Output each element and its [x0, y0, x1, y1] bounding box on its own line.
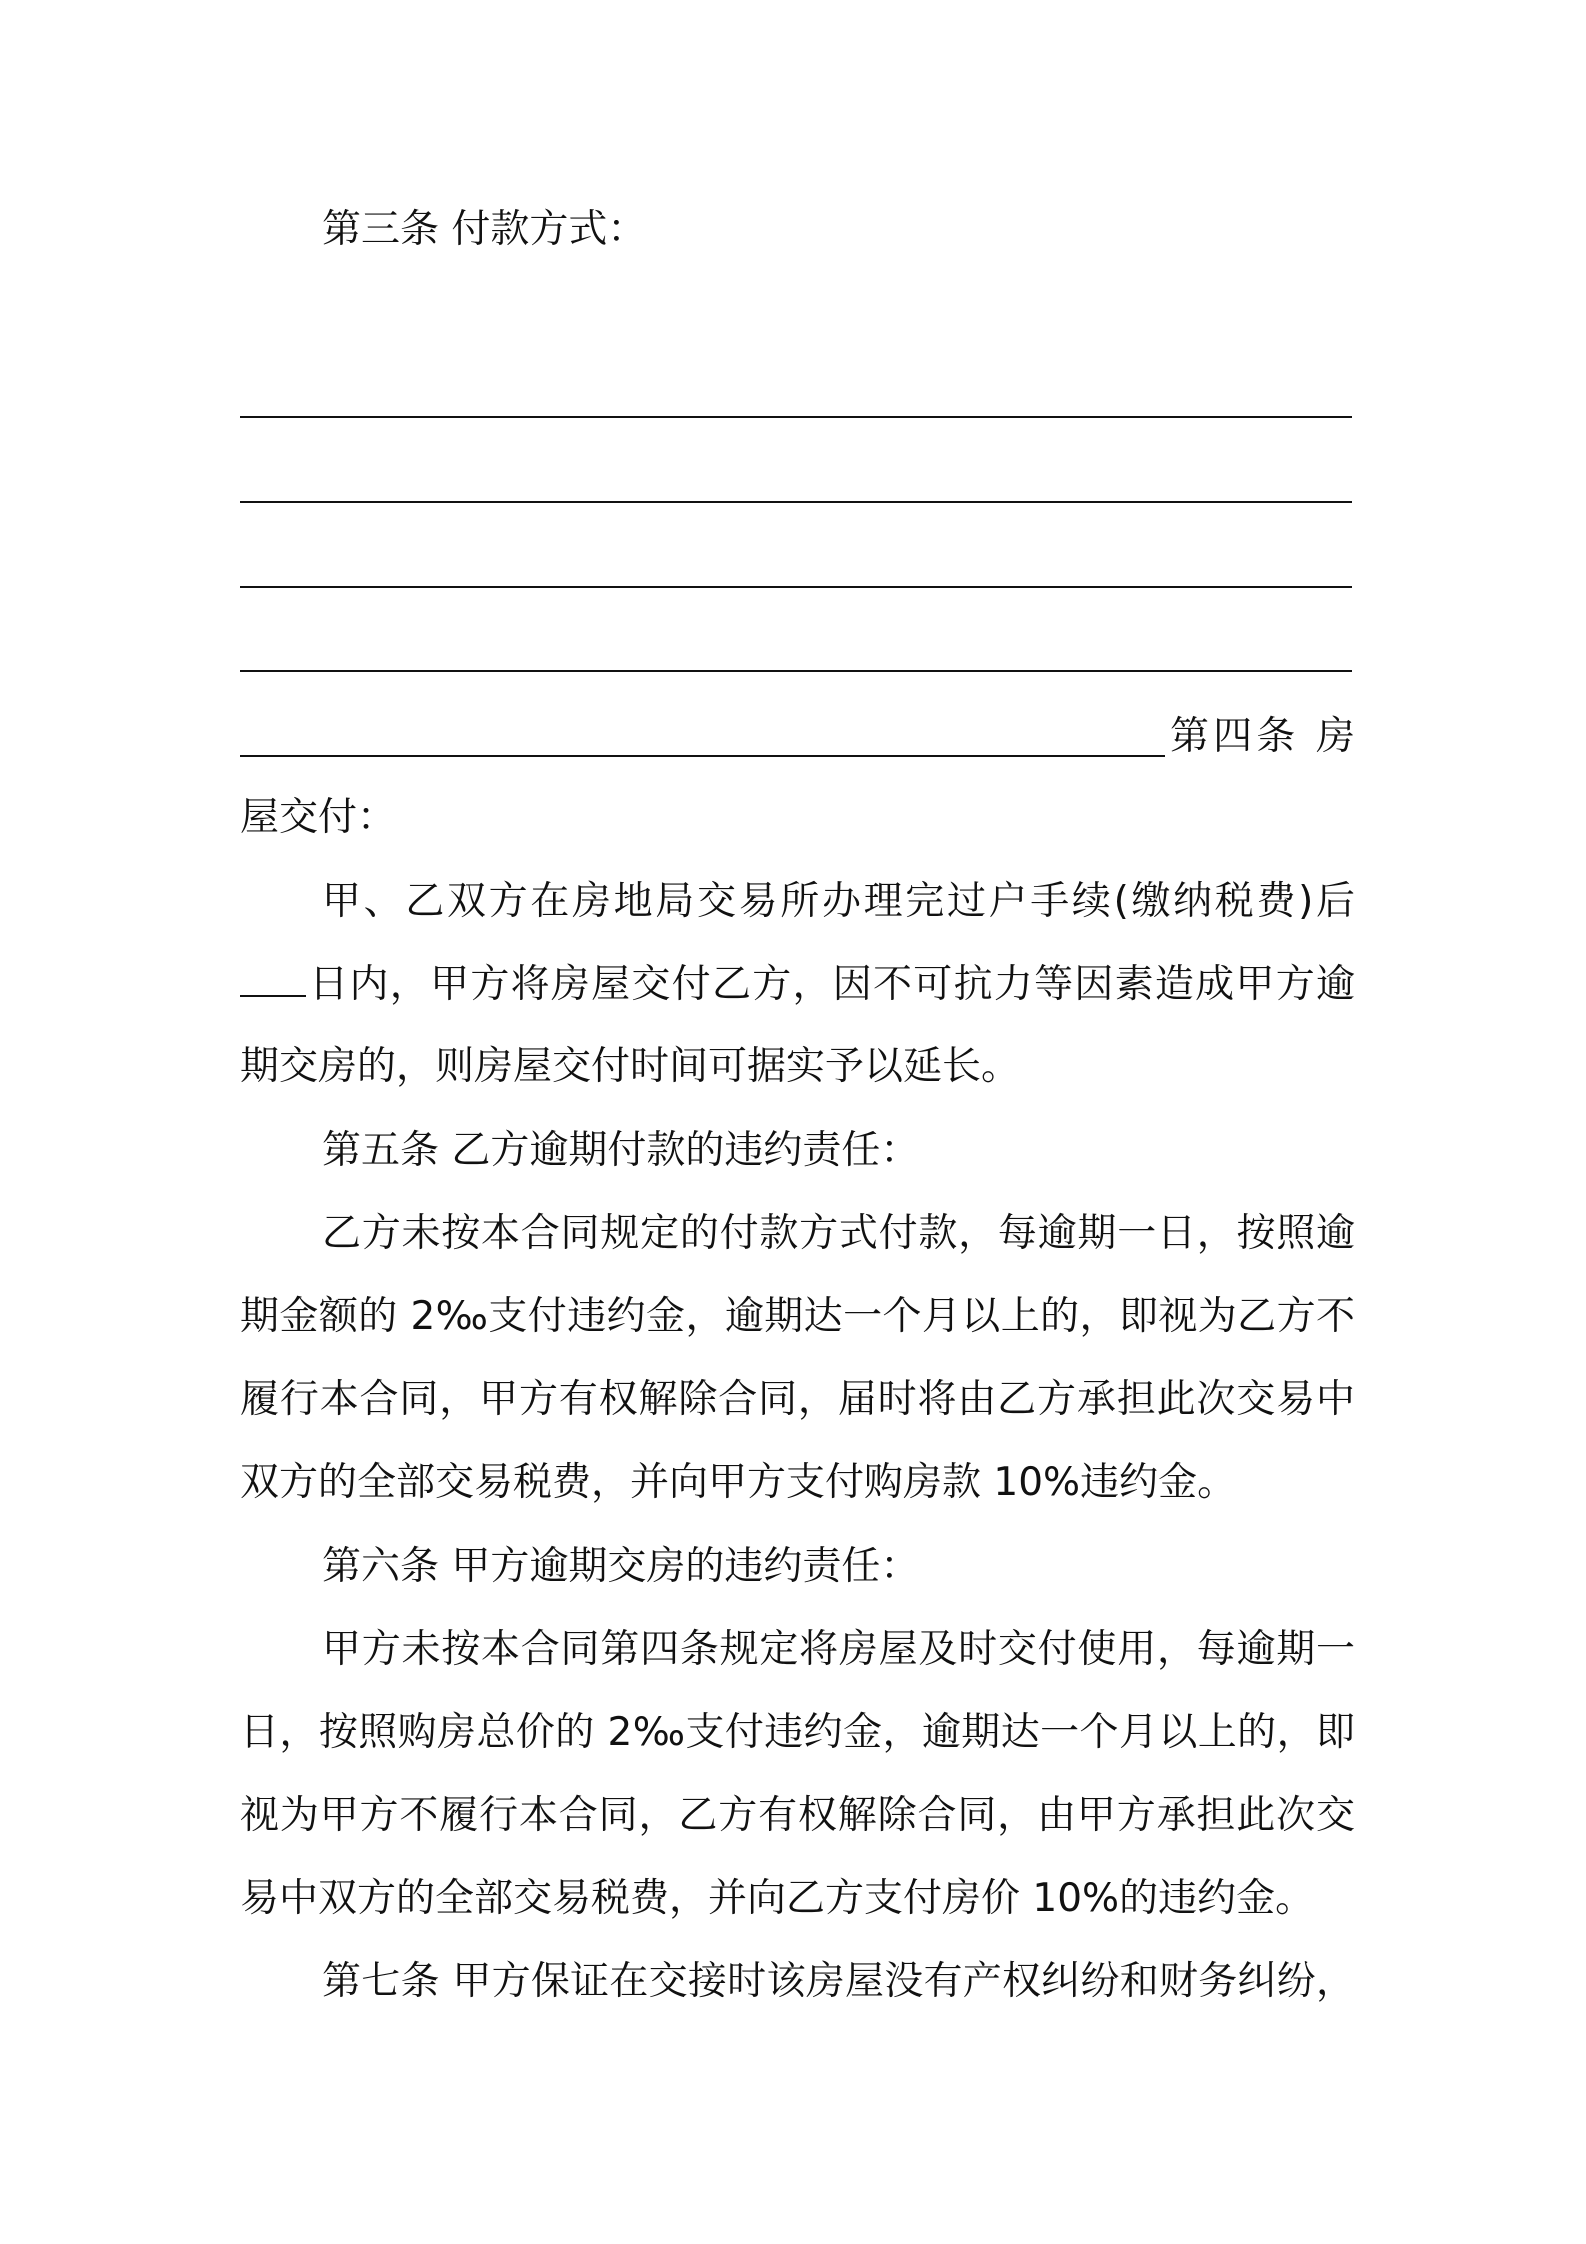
article-4-para-line-3: 期交房的，则房屋交付时间可据实予以延长。	[240, 1044, 1021, 1089]
article-4-heading-end: 屋交付：	[240, 795, 397, 840]
payment-blank-line-4	[240, 670, 1352, 672]
article-6-para-line-1: 甲方未按本合同第四条规定将房屋及时交付使用，每逾期一	[322, 1627, 1355, 1672]
article-4-para-line-1: 甲、乙双方在房地局交易所办理完过户手续(缴纳税费)后	[322, 879, 1355, 924]
article-7-heading: 第七条 甲方保证在交接时该房屋没有产权纠纷和财务纠纷，	[322, 1959, 1355, 2004]
article-6-heading: 第六条 甲方逾期交房的违约责任：	[322, 1544, 920, 1589]
article-6-para-line-3: 视为甲方不履行本合同，乙方有权解除合同，由甲方承担此次交	[240, 1793, 1355, 1838]
article-4-para-line-2	[240, 960, 1355, 1010]
article-5-heading: 第五条 乙方逾期付款的违约责任：	[322, 1128, 920, 1173]
article-6-para-line-2: 日，按照购房总价的 2‰支付违约金，逾期达一个月以上的，即	[240, 1710, 1355, 1755]
payment-blank-line-3	[240, 586, 1352, 588]
article-6-para-line-4: 易中双方的全部交易税费，并向乙方支付房价 10%的违约金。	[240, 1876, 1315, 1921]
article-5-para-line-3: 履行本合同，甲方有权解除合同，届时将由乙方承担此次交易中	[240, 1377, 1355, 1422]
article-3-heading: 第三条 付款方式：	[322, 207, 647, 252]
payment-blank-line-1	[240, 416, 1352, 418]
article-5-para-line-1: 乙方未按本合同规定的付款方式付款，每逾期一日，按照逾	[322, 1211, 1355, 1256]
article-5-para-line-4: 双方的全部交易税费，并向甲方支付购房款 10%违约金。	[240, 1460, 1237, 1505]
payment-blank-line-2	[240, 501, 1352, 503]
article-5-para-line-2: 期金额的 2‰支付违约金，逾期达一个月以上的，即视为乙方不	[240, 1294, 1355, 1339]
payment-blank-line-5	[240, 755, 1165, 757]
article-4-heading-start: 第四条 房	[1170, 714, 1355, 759]
days-blank	[240, 995, 306, 997]
article-4-para-line-2-text: 日内，甲方将房屋交付乙方，因不可抗力等因素造成甲方逾	[308, 962, 1355, 1007]
